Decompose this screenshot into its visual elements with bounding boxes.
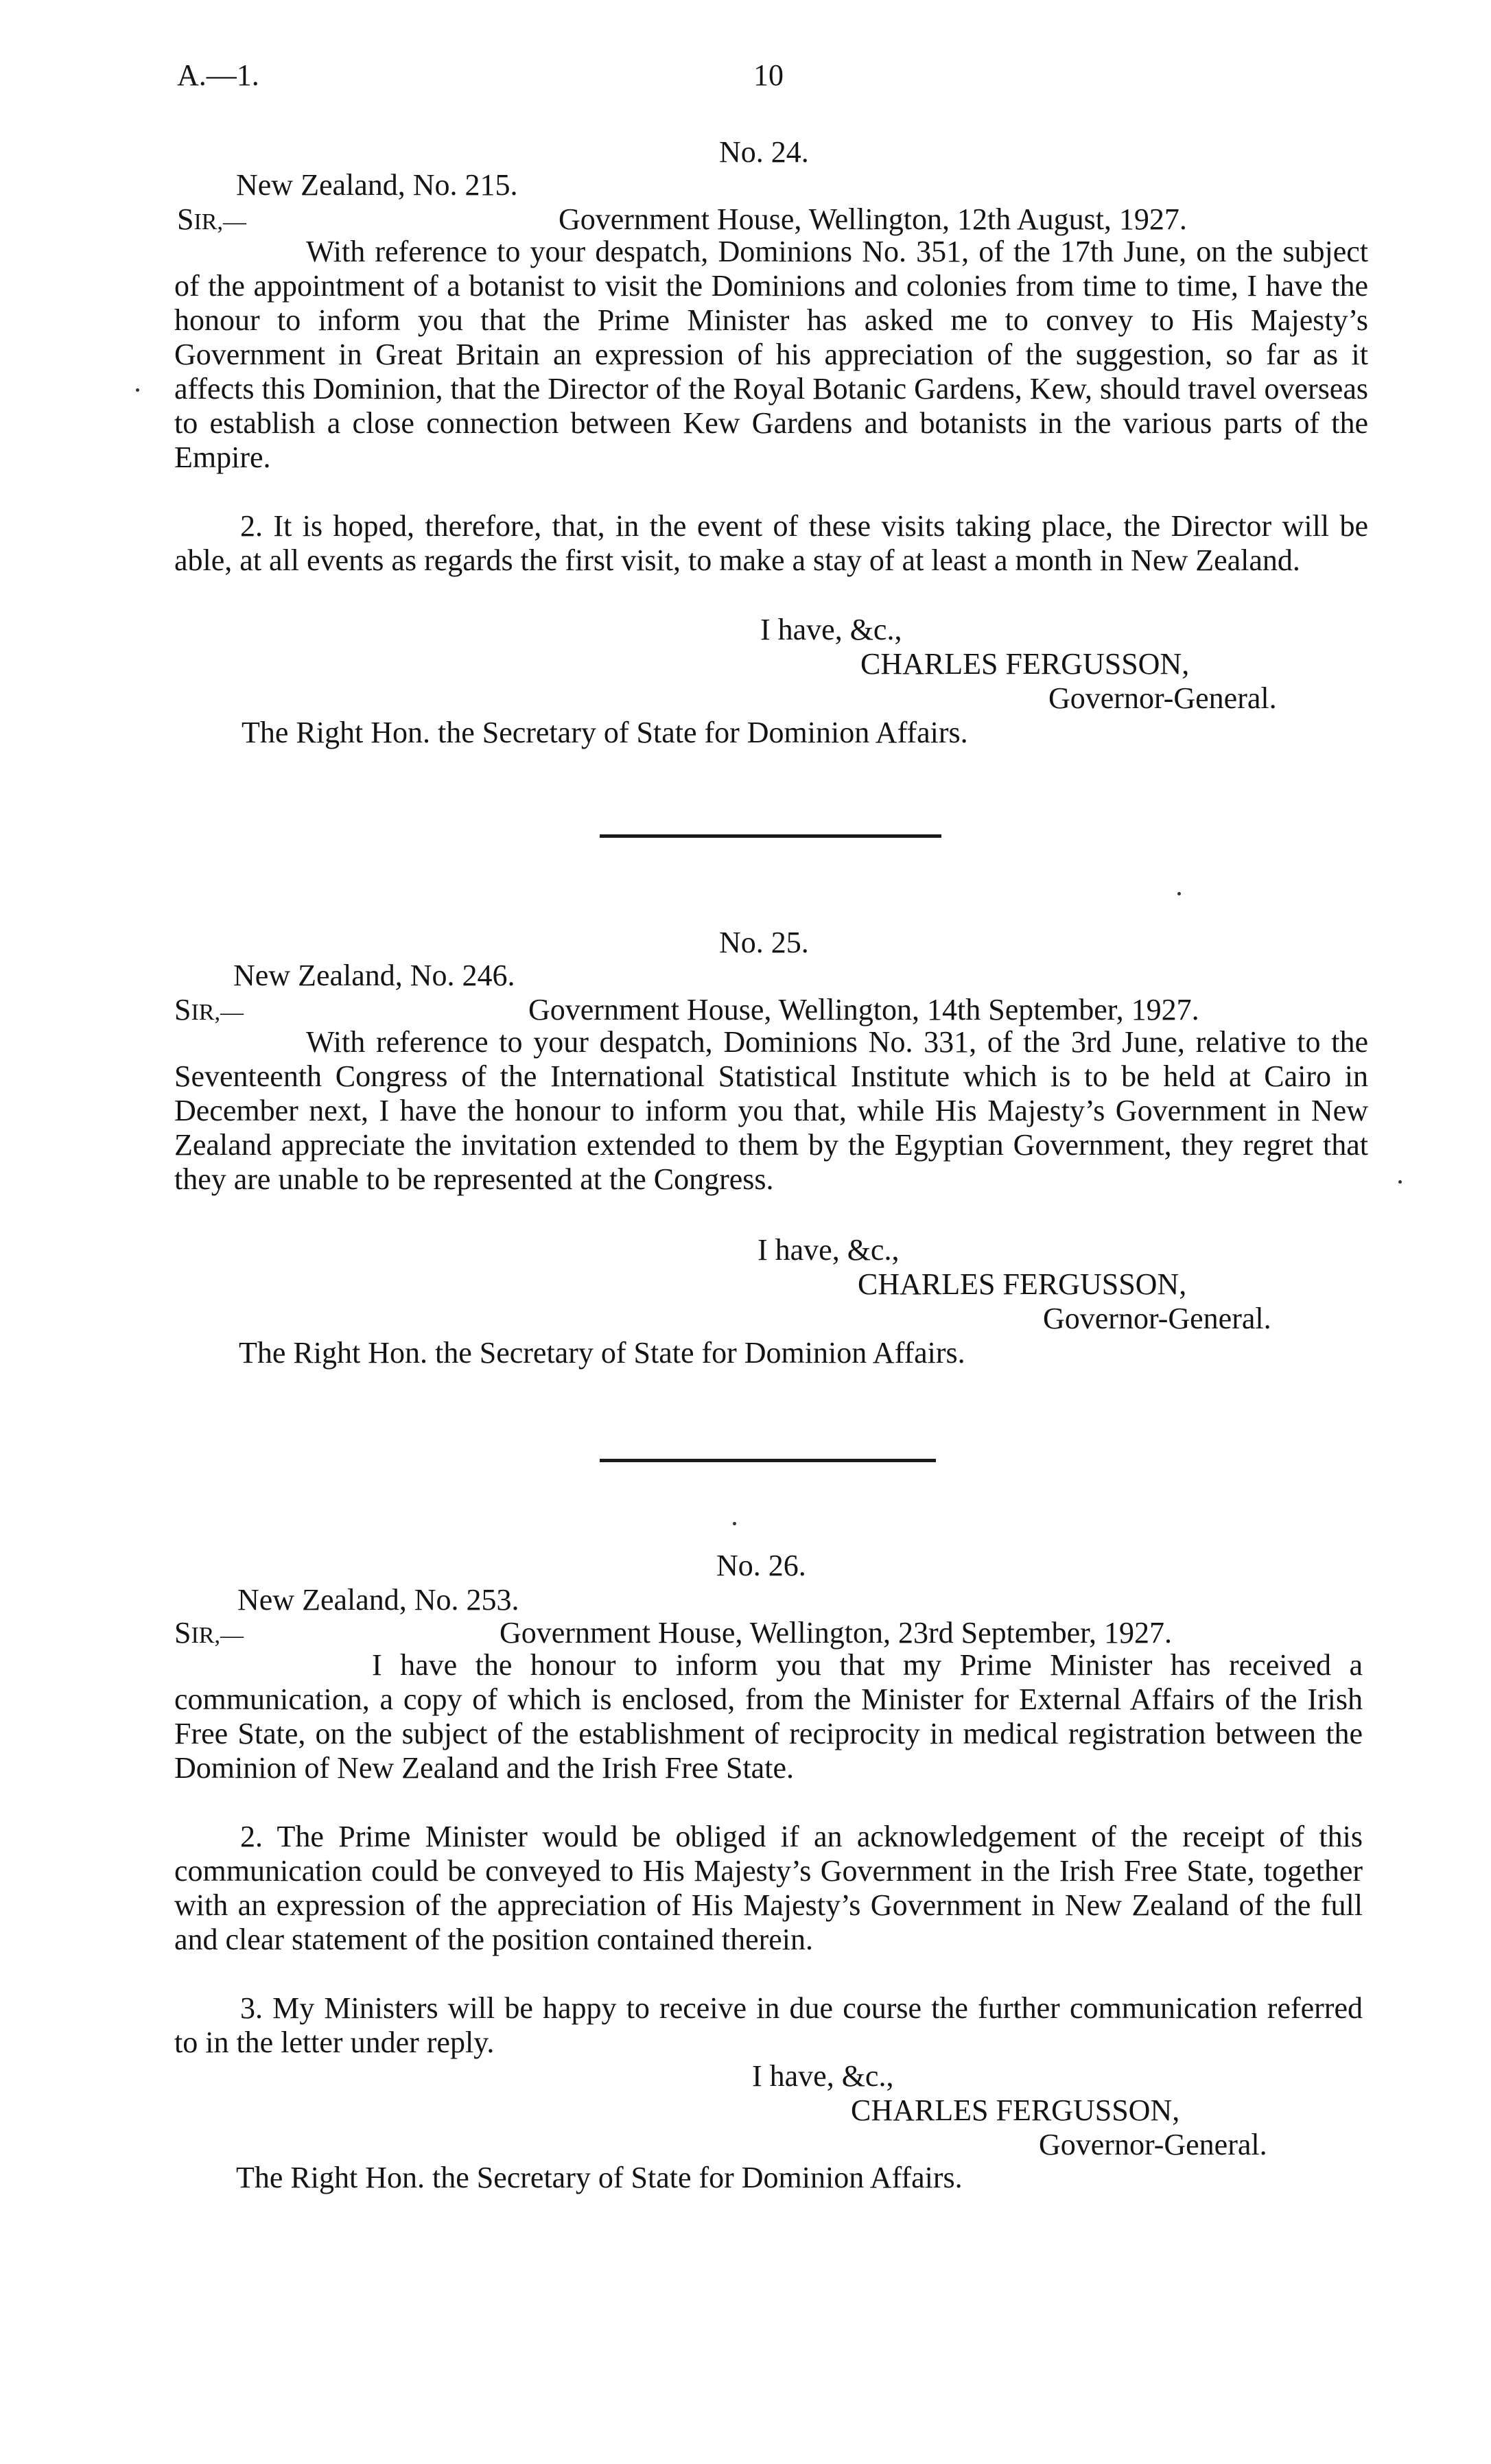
dateline: Government House, Wellington, 14th September, 1927. bbox=[528, 993, 1199, 1026]
signatory: CHARLES FERGUSSON, bbox=[860, 647, 1190, 681]
despatch-reference: New Zealand, No. 215. bbox=[236, 168, 518, 202]
addressee: The Right Hon. the Secretary of State for Dominion Affairs. bbox=[242, 716, 968, 749]
page-reference: A.—1. bbox=[177, 58, 259, 92]
scan-speck bbox=[1177, 892, 1181, 895]
salutation: SIR,— bbox=[174, 993, 244, 1026]
signatory-title: Governor-General. bbox=[1043, 1302, 1271, 1335]
scan-speck bbox=[136, 388, 139, 392]
closing: I have, &c., bbox=[760, 613, 902, 646]
addressee: The Right Hon. the Secretary of State for Dominion Affairs. bbox=[236, 2161, 963, 2194]
letter-number: No. 24. bbox=[719, 135, 809, 169]
scan-speck bbox=[733, 1522, 736, 1525]
salutation: SIR,— bbox=[174, 1616, 244, 1650]
dateline: Government House, Wellington, 23rd September, 1927. bbox=[500, 1616, 1173, 1650]
section-divider bbox=[600, 1459, 936, 1462]
page-number: 10 bbox=[753, 58, 784, 92]
paragraph: 2. The Prime Minister would be obliged if an acknowledgement of the receipt of this communication could be conveyed to His Majesty’s Government in the Irish Free State, together with an expression of the appreciation of His Majesty’s Government in New Zealand of the full and clear statement of the position contained therein. bbox=[174, 1820, 1363, 1956]
paragraph: 2. It is hoped, therefore, that, in the event of these visits taking place, the Director will be able, at all events as regards the first visit, to make a stay of at least a month in New Zealand. bbox=[174, 509, 1368, 577]
paragraph: I have the honour to inform you that my Prime Minister has received a communication, a copy of which is enclosed, from the Minister for External Affairs of the Irish Free State, on the subject of the establishment of reciprocity in medical registration between the Dominion of New Zealand and the Irish Free State. bbox=[174, 1648, 1363, 1785]
closing: I have, &c., bbox=[752, 2059, 894, 2093]
dateline: Government House, Wellington, 12th August, 1927. bbox=[559, 202, 1187, 236]
addressee: The Right Hon. the Secretary of State for Dominion Affairs. bbox=[239, 1336, 965, 1370]
letter-number: No. 25. bbox=[719, 926, 809, 959]
paragraph: With reference to your despatch, Dominions No. 331, of the 3rd June, relative to the Seventeenth Congress of the International Statistical Institute which is to be held at Cairo in December next, I have the honour to inform you that, while His Majesty’s Government in New Zealand appreciate the invitation extended to them by the Egyptian Government, they regret that they are unable to be represented at the Congress. bbox=[174, 1025, 1368, 1196]
signatory-title: Governor-General. bbox=[1048, 681, 1277, 715]
scan-speck bbox=[1398, 1180, 1402, 1184]
section-divider bbox=[600, 834, 941, 838]
paragraph: With reference to your despatch, Dominions No. 351, of the 17th June, on the subject of the appointment of a botanist to visit the Dominions and colonies from time to time, I have the honour to inform you that the Prime Minister has asked me to convey to His Majesty’s Government in Great Britain an expression of his appreciation of the suggestion, so far as it affects this Dominion, that the Director of the Royal Botanic Gardens, Kew, should travel overseas to establish a close connection between Kew Gardens and botanists in the various parts of the Empire. bbox=[174, 235, 1368, 474]
salutation: SIR,— bbox=[177, 202, 246, 236]
paragraph: 3. My Ministers will be happy to receive in due course the further communication referred to in the letter under reply. bbox=[174, 1991, 1363, 2059]
signatory: CHARLES FERGUSSON, bbox=[858, 1267, 1187, 1301]
despatch-reference: New Zealand, No. 246. bbox=[233, 959, 515, 992]
despatch-reference: New Zealand, No. 253. bbox=[237, 1583, 519, 1617]
signatory-title: Governor-General. bbox=[1039, 2128, 1267, 2161]
signatory: CHARLES FERGUSSON, bbox=[851, 2093, 1180, 2127]
letter-number: No. 26. bbox=[716, 1549, 806, 1582]
closing: I have, &c., bbox=[758, 1233, 900, 1267]
